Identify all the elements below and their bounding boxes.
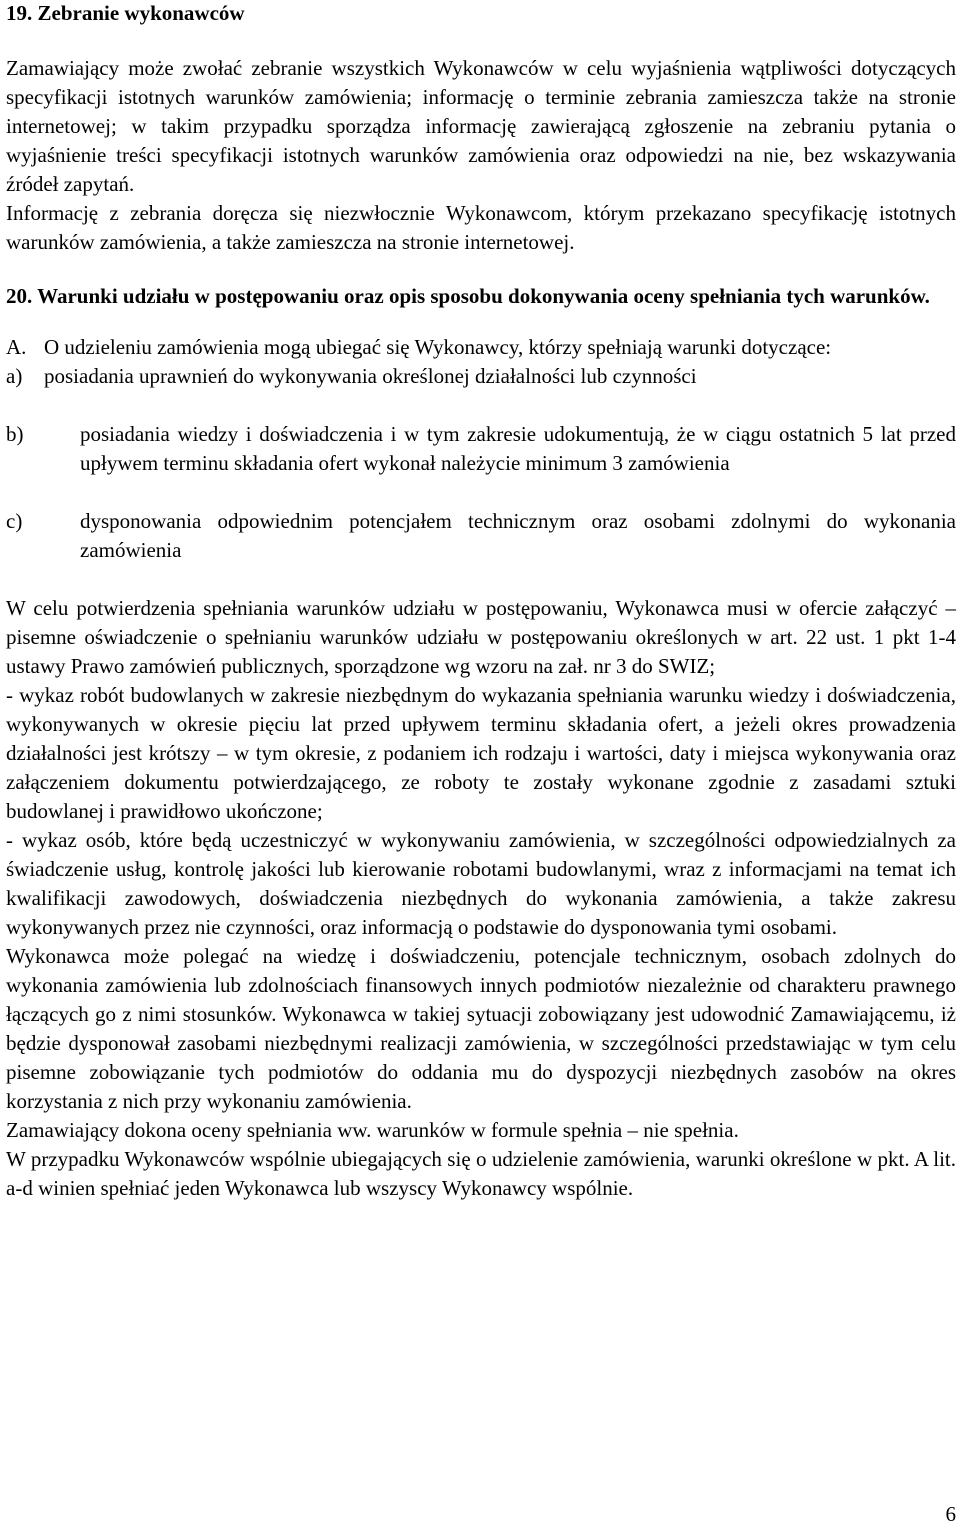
list-item-marker: c)	[6, 509, 23, 533]
spacer	[6, 26, 956, 54]
list-item-c	[6, 507, 956, 565]
point-a	[6, 333, 956, 362]
persons-list-paragraph: - wykaz osób, które będą uczestniczyć w wykonywaniu zamówienia, w szczególności odpowiedzialnych za świadczenie usług, kontrolę jakości lub kierowanie robotami budowlanymi, wraz z informacjami na temat ich kwalifikacji zawodowych, doświadczenia niezbędnych do wykonania zamówienia, a także zakresu wykonywanych przez nie czynności, oraz informacją o podstawie do dysponowania tymi osobami.	[6, 828, 956, 939]
reliance-paragraph: Wykonawca może polegać na wiedzę i doświadczeniu, potencjale technicznym, osobach zdolnych do wykonania zamówienia lub zdolnościach finansowych innych podmiotów niezależnie od charakteru prawnego łączących go z nimi stosunków. Wykonawca w takiej sytuacji zobowiązany jest udowodnić Zamawiającemu, iż będzie dysponował zasobami niezbędnymi realizacji zamówienia, w szczególności przedstawiając w tym celu pisemne zobowiązanie tych podmiotów do oddania mu do dyspozycji niezbędnych zasobów na okres korzystania z nich przy wykonaniu zamówienia.	[6, 944, 956, 1113]
list-item-b	[6, 420, 956, 478]
list-item-text: posiadania wiedzy i doświadczenia i w tym zakresie udokumentują, że w ciągu ostatnich 5 lat przed upływem terminu składania ofert wykonał należycie minimum 3 zamówienia	[80, 422, 956, 475]
spacer	[6, 391, 956, 420]
spacer	[6, 565, 956, 594]
list-item-marker: a)	[6, 364, 23, 388]
point-a-marker: A.	[6, 335, 27, 359]
list-item-text: dysponowania odpowiednim potencjałem technicznym oraz osobami zdolnymi do wykonania zamówienia	[80, 509, 956, 562]
section-19-paragraph-1: Zamawiający może zwołać zebranie wszystkich Wykonawców w celu wyjaśnienia wątpliwości dotyczących specyfikacji istotnych warunków zamówienia; informację o terminie zebrania zamieszcza także na stronie internetowej; w takim przypadku sporządza informację zawierającą zgłoszenie na zebraniu pytania o wyjaśnienie treści specyfikacji istotnych warunków zamówienia oraz odpowiedzi na nie, bez wskazywania źródeł zapytań.	[6, 56, 956, 196]
document-page	[6, 0, 956, 1203]
list-item-a	[6, 362, 956, 391]
spacer	[6, 478, 956, 507]
section-19-paragraph-2: Informację z zebrania doręcza się niezwłocznie Wykonawcom, którym przekazano specyfikację istotnych warunków zamówienia, a także zamieszcza na stronie internetowej.	[6, 201, 956, 254]
assessment-paragraph: Zamawiający dokona oceny spełniania ww. warunków w formule spełnia – nie spełnia.	[6, 1118, 739, 1142]
section-19-heading: 19. Zebranie wykonawców	[6, 1, 245, 25]
section-20-heading: 20. Warunki udziału w postępowaniu oraz opis sposobu dokonywania oceny spełniania tych warunków.	[6, 284, 930, 308]
page-number: 6	[945, 1502, 956, 1526]
list-item-text: posiadania uprawnień do wykonywania określonej działalności lub czynności	[44, 364, 697, 388]
confirmation-paragraph: W celu potwierdzenia spełniania warunków udziału w postępowaniu, Wykonawca musi w ofercie załączyć – pisemne oświadczenie o spełnianiu warunków udziału w postępowaniu określonych w art. 22 ust. 1 pkt 1-4 ustawy Prawo zamówień publicznych, sporządzone wg wzoru na zał. nr 3 do SWIZ;	[6, 596, 956, 678]
point-a-text: O udzieleniu zamówienia mogą ubiegać się Wykonawcy, którzy spełniają warunki dotyczące:	[44, 335, 832, 359]
list-item-marker: b)	[6, 422, 24, 446]
spacer	[6, 257, 956, 282]
joint-bidders-paragraph: W przypadku Wykonawców wspólnie ubiegających się o udzielenie zamówienia, warunki określone w pkt. A lit. a-d winien spełniać jeden Wykonawca lub wszyscy Wykonawcy wspólnie.	[6, 1147, 956, 1200]
spacer	[6, 311, 956, 333]
works-list-paragraph: - wykaz robót budowlanych w zakresie niezbędnym do wykazania spełniania warunku wiedzy i doświadczenia, wykonywanych w okresie pięciu lat przed upływem terminu składania ofert, a jeżeli okres prowadzenia działalności jest krótszy – w tym okresie, z podaniem ich rodzaju i wartości, daty i miejsca wykonywania oraz załączeniem dokumentu potwierdzającego, ze roboty te zostały wykonane zgodnie z zasadami sztuki budowlanej i prawidłowo ukończone;	[6, 683, 956, 823]
